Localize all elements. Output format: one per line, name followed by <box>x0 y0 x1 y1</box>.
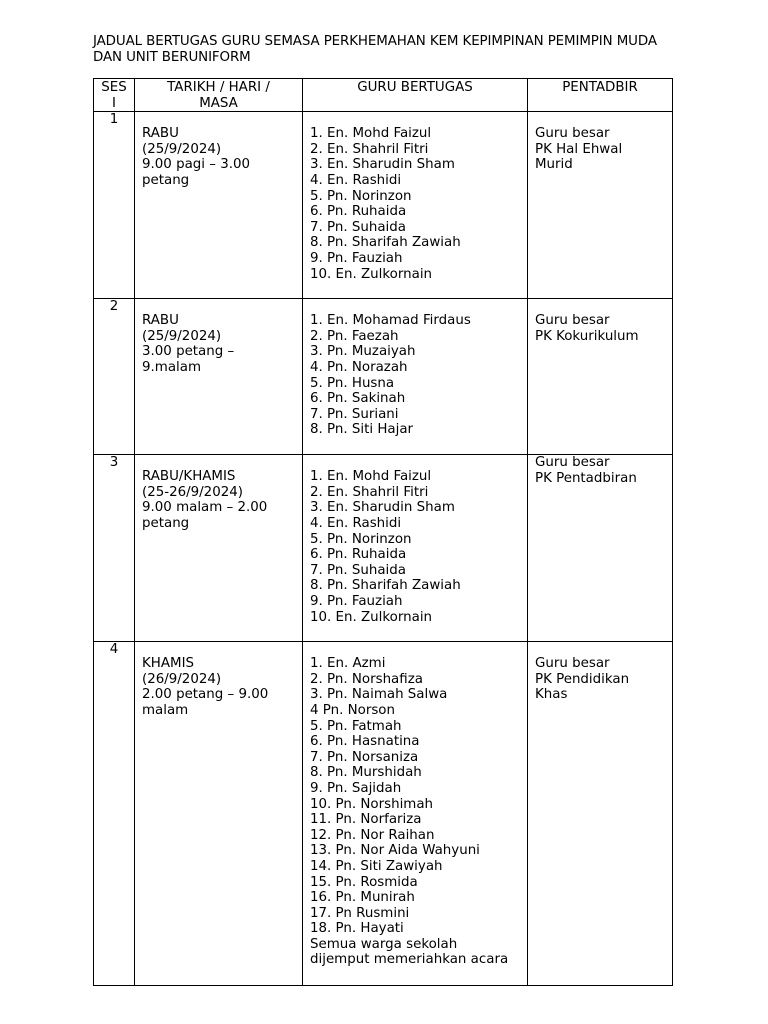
date-label: (25/9/2024) <box>142 328 222 344</box>
teacher-item: 2. En. Shahril Fitri <box>310 484 429 500</box>
teacher-item: 14. Pn. Siti Zawiyah <box>310 858 443 874</box>
time-label: 9.00 pagi – 3.00 <box>142 157 251 173</box>
time-label-cont: 9.malam <box>142 359 201 375</box>
teacher-item: 7. Pn. Norsaniza <box>310 749 419 765</box>
pentadbir-cell <box>528 455 673 642</box>
guru-cell <box>303 455 528 642</box>
teacher-item: 5. Pn. Norinzon <box>310 188 412 204</box>
table-row <box>94 299 673 455</box>
tarikh-cell <box>135 112 303 299</box>
admin-item: Murid <box>535 157 573 173</box>
teacher-item: 4. En. Rashidi <box>310 172 402 188</box>
teacher-item: 1. En. Azmi <box>310 656 386 672</box>
teacher-item: 10. En. Zulkornain <box>310 609 433 625</box>
teacher-item: 12. Pn. Nor Raihan <box>310 827 435 843</box>
teacher-item: 11. Pn. Norfariza <box>310 812 422 828</box>
teacher-item: 16. Pn. Munirah <box>310 890 415 906</box>
admin-item: Guru besar <box>535 455 610 471</box>
teacher-item: 6. Pn. Ruhaida <box>310 547 407 563</box>
teacher-item: 9. Pn. Fauziah <box>310 593 403 609</box>
time-label: 2.00 petang – 9.00 <box>142 687 269 703</box>
teacher-item: 1. En. Mohd Faizul <box>310 126 432 142</box>
teacher-item: 7. Pn. Suriani <box>310 406 399 422</box>
admin-item: PK Kokurikulum <box>535 328 639 344</box>
sesi-cell <box>94 299 135 455</box>
guru-cell <box>303 299 528 455</box>
pentadbir-cell <box>528 112 673 299</box>
header-guru-bertugas: GURU BERTUGAS <box>303 79 528 112</box>
guru-cell <box>303 112 528 299</box>
teacher-item: 5. Pn. Norinzon <box>310 531 412 547</box>
table-row <box>94 112 673 299</box>
teacher-item: 8. Pn. Sharifah Zawiah <box>310 578 461 594</box>
sesi-number: 3 <box>109 455 119 471</box>
teacher-item: 7. Pn. Suhaida <box>310 219 406 235</box>
teacher-item: 4. Pn. Norazah <box>310 359 408 375</box>
time-label-cont: petang <box>142 172 190 188</box>
duty-schedule-table <box>93 78 673 986</box>
teacher-item: 7. Pn. Suhaida <box>310 562 406 578</box>
date-label: (26/9/2024) <box>142 671 222 687</box>
table-row <box>94 642 673 986</box>
teacher-item: 8. Pn. Siti Hajar <box>310 422 414 438</box>
teacher-item: 5. Pn. Husna <box>310 375 395 391</box>
admin-item: Guru besar <box>535 126 610 142</box>
teacher-item: 10. Pn. Norshimah <box>310 796 434 812</box>
teacher-item: 8. Pn. Murshidah <box>310 765 422 781</box>
teacher-item: 3. Pn. Muzaiyah <box>310 344 416 360</box>
teacher-item: 15. Pn. Rosmida <box>310 874 418 890</box>
sesi-cell <box>94 642 135 986</box>
teacher-item: 13. Pn. Nor Aida Wahyuni <box>310 843 480 859</box>
header-tarikh: TARIKH / HARI / MASA <box>135 79 303 112</box>
admin-item: PK Pentadbiran <box>535 470 637 486</box>
date-label: (25/9/2024) <box>142 141 222 157</box>
table-header-row <box>94 79 673 112</box>
teacher-item: 1. En. Mohd Faizul <box>310 469 432 485</box>
header-sesi: SES I <box>94 79 135 112</box>
teacher-item: 3. En. Sharudin Sham <box>310 500 455 516</box>
day-label: RABU <box>142 313 179 329</box>
time-label-cont: petang <box>142 515 190 531</box>
note-line: dijemput memeriahkan acara <box>310 952 509 968</box>
pentadbir-cell <box>528 642 673 986</box>
time-label: 3.00 petang – <box>142 344 235 360</box>
teacher-item: 8. Pn. Sharifah Zawiah <box>310 235 461 251</box>
day-label: RABU <box>142 126 179 142</box>
time-label-cont: malam <box>142 702 189 718</box>
teacher-item: 5. Pn. Fatmah <box>310 718 402 734</box>
admin-item: PK Hal Ehwal <box>535 141 623 157</box>
tarikh-cell <box>135 455 303 642</box>
note-line: Semua warga sekolah <box>310 936 458 952</box>
teacher-item: 3. En. Sharudin Sham <box>310 157 455 173</box>
teacher-item: 2. En. Shahril Fitri <box>310 141 429 157</box>
table-row <box>94 455 673 642</box>
time-label: 9.00 malam – 2.00 <box>142 500 268 516</box>
sesi-number: 2 <box>109 299 119 315</box>
admin-item: PK Pendidikan <box>535 671 630 687</box>
day-label: RABU/KHAMIS <box>142 469 236 485</box>
admin-item: Guru besar <box>535 656 610 672</box>
teacher-item: 10. En. Zulkornain <box>310 266 433 282</box>
teacher-item: 2. Pn. Norshafiza <box>310 671 423 687</box>
tarikh-cell <box>135 299 303 455</box>
day-label: KHAMIS <box>142 656 195 672</box>
teacher-item: 9. Pn. Sajidah <box>310 780 402 796</box>
sesi-number: 1 <box>109 112 119 128</box>
teacher-item: 6. Pn. Hasnatina <box>310 734 420 750</box>
teacher-item: 9. Pn. Fauziah <box>310 250 403 266</box>
teacher-item: 3. Pn. Naimah Salwa <box>310 687 448 703</box>
teacher-item: 6. Pn. Sakinah <box>310 391 406 407</box>
teacher-item: 4. En. Rashidi <box>310 515 402 531</box>
teacher-item: 17. Pn Rusmini <box>310 905 410 921</box>
pentadbir-cell <box>528 299 673 455</box>
teacher-item: 4 Pn. Norson <box>310 702 395 718</box>
sesi-number: 4 <box>109 642 119 658</box>
page-title: JADUAL BERTUGAS GURU SEMASA PERKHEMAHAN KEM KEPIMPINAN PEMIMPIN MUDA DAN UNIT BERUNIFORM <box>93 34 657 65</box>
date-label: (25-26/9/2024) <box>142 484 243 500</box>
tarikh-cell <box>135 642 303 986</box>
guru-cell <box>303 642 528 986</box>
teacher-item: 1. En. Mohamad Firdaus <box>310 313 471 329</box>
teacher-item: 6. Pn. Ruhaida <box>310 204 407 220</box>
sesi-cell <box>94 455 135 642</box>
teacher-item: 18. Pn. Hayati <box>310 921 404 937</box>
header-pentadbir: PENTADBIR <box>528 79 673 112</box>
sesi-cell <box>94 112 135 299</box>
admin-item: Guru besar <box>535 313 610 329</box>
admin-item: Khas <box>535 687 568 703</box>
teacher-item: 2. Pn. Faezah <box>310 328 399 344</box>
